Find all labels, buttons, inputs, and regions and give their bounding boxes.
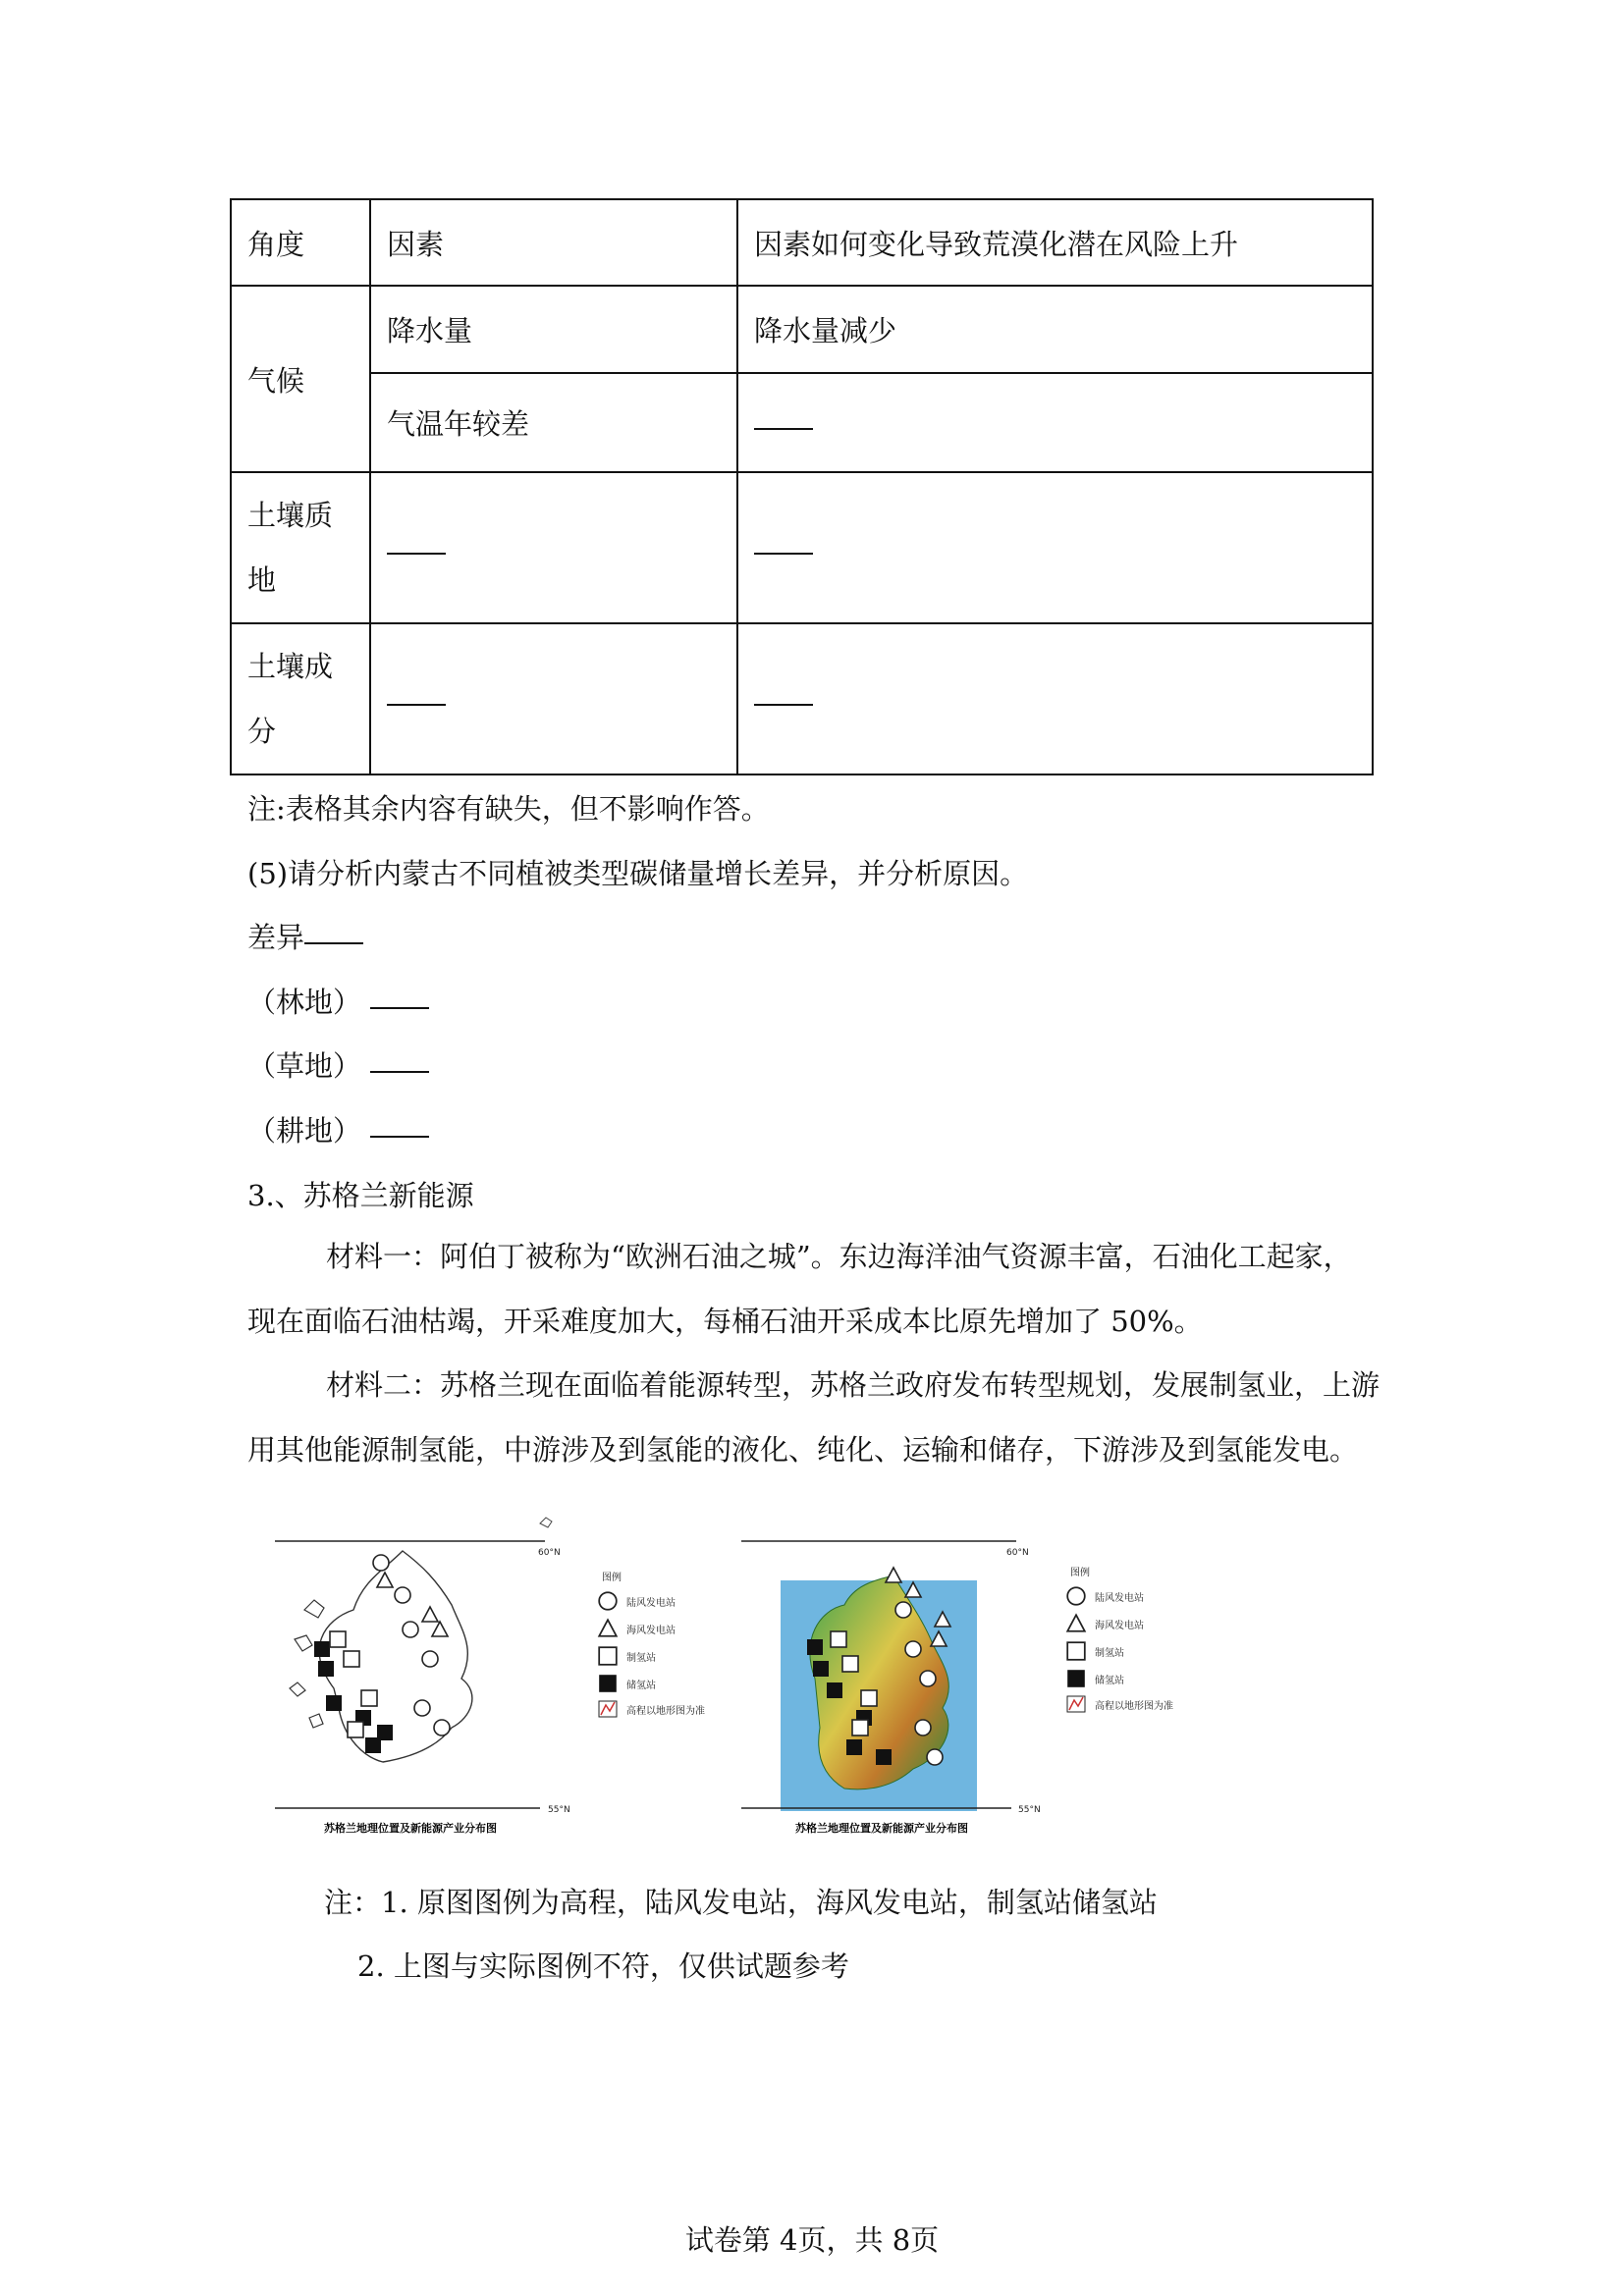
svg-text:海风发电站: 海风发电站 [626, 1626, 676, 1636]
answer-blank[interactable] [304, 934, 363, 944]
q5-grass [247, 1044, 429, 1085]
q5-forest [247, 981, 429, 1021]
material2 [247, 1353, 1386, 1417]
right-map [741, 1541, 1041, 1835]
legend-title-left: 图例 [602, 1573, 622, 1583]
material1-cont: 现在面临石油枯竭，开采难度加大，每桶石油开采成本比原先增加了 50%。 [247, 1305, 1203, 1338]
q5-farm [247, 1109, 429, 1149]
lat-60-left: 60°N [538, 1548, 561, 1558]
angle-climate: 气候 [231, 286, 370, 472]
svg-text:陆风发电站: 陆风发电站 [1095, 1593, 1144, 1604]
angle-soil-texture-line1: 土壤质 [247, 499, 334, 532]
q5-diff [247, 916, 363, 956]
svg-text:储氢站: 储氢站 [626, 1681, 656, 1691]
svg-text:高程以地形图为准: 高程以地形图为准 [626, 1706, 705, 1717]
material1 [247, 1224, 1386, 1289]
svg-text:储氢站: 储氢站 [1095, 1676, 1124, 1686]
angle-soil-composition [231, 623, 370, 774]
lat-60-right: 60°N [1006, 1548, 1029, 1558]
legend-title-right: 图例 [1070, 1568, 1090, 1578]
svg-text:制氢站: 制氢站 [1095, 1648, 1124, 1659]
scotland-maps [265, 1512, 1257, 1855]
q5-prompt: (5)请分析内蒙古不同植被类型碳储量增长差异，并分析原因。 [247, 857, 1029, 890]
table-note: 注:表格其余内容有缺失，但不影响作答。 [247, 792, 770, 826]
material2-line1: 材料二：苏格兰现在面临着能源转型，苏格兰政府发布转型规划，发展制氢业，上游 [326, 1368, 1380, 1402]
left-legend [599, 1571, 705, 1717]
note2: 2. 上图与实际图例不符，仅供试题参考 [357, 1949, 849, 1983]
answer-blank[interactable] [754, 420, 813, 430]
answer-blank[interactable] [370, 1128, 429, 1138]
svg-text:海风发电站: 海风发电站 [1095, 1621, 1144, 1631]
answer-blank[interactable] [370, 999, 429, 1009]
change-precip: 降水量减少 [737, 286, 1373, 373]
factor-soil-composition-blank[interactable] [370, 623, 737, 774]
answer-blank[interactable] [387, 545, 446, 555]
left-map-caption: 苏格兰地理位置及新能源产业分布图 [324, 1822, 497, 1835]
header-factor: 因素 [370, 199, 737, 286]
factor-soil-texture-blank[interactable] [370, 472, 737, 623]
answer-blank[interactable] [387, 696, 446, 706]
lat-55-right: 55°N [1018, 1805, 1041, 1815]
page-footer: 试卷第 4页，共 8页 [684, 2223, 940, 2257]
section3-title: 3.、苏格兰新能源 [247, 1179, 474, 1212]
answer-blank[interactable] [754, 545, 813, 555]
change-temp-range-blank[interactable] [737, 373, 1373, 472]
note1: 注：1. 原图图例为高程，陆风发电站，海风发电站，制氢站储氢站 [324, 1886, 1158, 1919]
factors-table [230, 198, 1374, 775]
angle-soil-composition-line1: 土壤成 [247, 650, 334, 683]
header-angle: 角度 [231, 199, 370, 286]
q5-forest-label: （林地） [247, 986, 362, 1019]
factor-precip: 降水量 [370, 286, 737, 373]
angle-soil-texture [231, 472, 370, 623]
q5-diff-label: 差异 [247, 921, 305, 954]
lat-55-left: 55°N [548, 1805, 570, 1815]
change-soil-composition-blank[interactable] [737, 623, 1373, 774]
header-change: 因素如何变化导致荒漠化潜在风险上升 [737, 199, 1373, 286]
svg-text:陆风发电站: 陆风发电站 [626, 1598, 676, 1609]
svg-text:制氢站: 制氢站 [626, 1653, 656, 1664]
answer-blank[interactable] [754, 696, 813, 706]
material2-cont: 用其他能源制氢能，中游涉及到氢能的液化、纯化、运输和储存，下游涉及到氢能发电。 [247, 1433, 1359, 1467]
left-map [275, 1518, 570, 1835]
angle-soil-composition-line2: 分 [247, 715, 277, 748]
factor-temp-range: 气温年较差 [370, 373, 737, 472]
answer-blank[interactable] [370, 1063, 429, 1073]
right-map-caption: 苏格兰地理位置及新能源产业分布图 [795, 1822, 968, 1835]
angle-soil-texture-line2: 地 [247, 563, 277, 597]
material1-line1: 材料一：阿伯丁被称为“欧洲石油之城”。东边海洋油气资源丰富，石油化工起家， [326, 1240, 1352, 1273]
right-legend [1067, 1566, 1173, 1712]
change-soil-texture-blank[interactable] [737, 472, 1373, 623]
q5-grass-label: （草地） [247, 1049, 362, 1083]
q5-farm-label: （耕地） [247, 1114, 362, 1148]
svg-text:高程以地形图为准: 高程以地形图为准 [1095, 1701, 1173, 1712]
